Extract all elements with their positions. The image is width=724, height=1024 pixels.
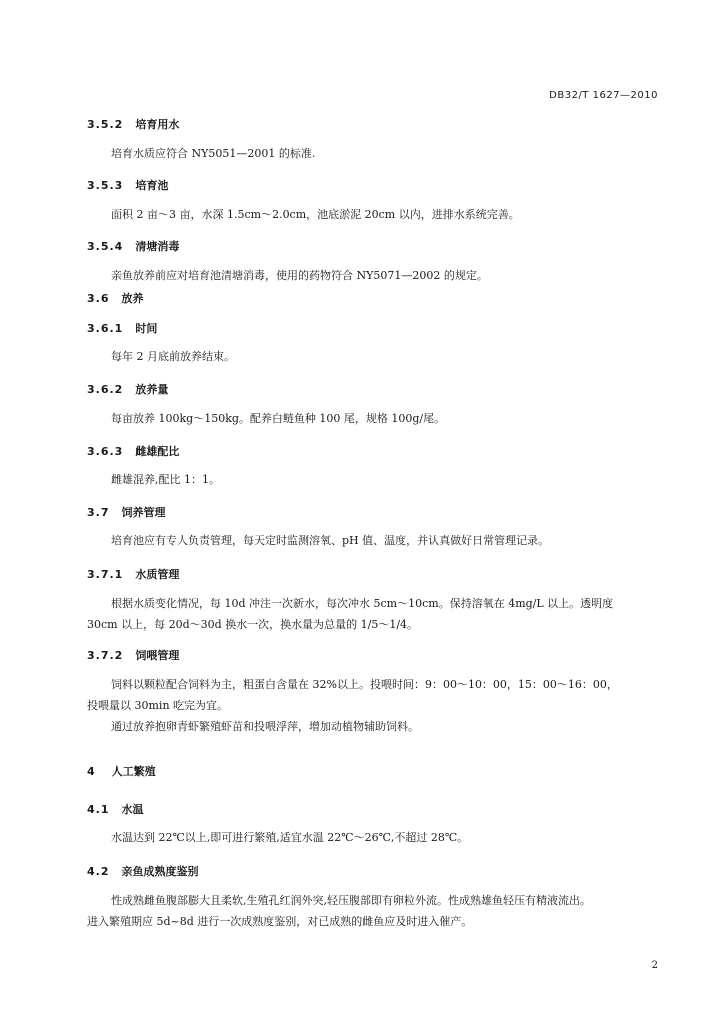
- section-heading-3-7-2: [87, 647, 179, 663]
- section-number: 3.6.1: [87, 322, 124, 335]
- section-heading-4-1: [87, 801, 144, 817]
- paragraph: 水温达到 22℃以上,即可进行繁殖,适宜水温 22℃～26℃,不超过 28℃。: [111, 831, 469, 844]
- section-number: 3.6.2: [87, 383, 124, 396]
- section-heading-3-7: [87, 504, 166, 520]
- section-title: 饲养管理: [121, 506, 166, 519]
- paragraph: 亲鱼放养前应对培育池清塘消毒，使用的药物符合 NY5071—2002 的规定。: [111, 269, 488, 282]
- section-title: 培育用水: [135, 118, 180, 131]
- section-title: 饲喂管理: [135, 649, 180, 662]
- paragraph-line: 饲料以颗粒配合饲料为主，粗蛋白含量在 32%以上。投喂时间：9：00～10：00，15：00～16：00，: [111, 678, 618, 691]
- section-number: 4.1: [87, 803, 110, 816]
- section-title: 水质管理: [135, 568, 180, 581]
- section-number: 4: [87, 765, 96, 778]
- paragraph-line: 投喂量以 30min 吃完为宜。: [87, 699, 229, 712]
- section-title: 时间: [135, 322, 158, 335]
- section-title: 放养量: [135, 383, 169, 396]
- section-heading-3-6: [87, 290, 144, 306]
- paragraph: 雌雄混养,配比 1：1。: [111, 473, 220, 486]
- paragraph-line: 30cm 以上，每 20d～30d 换水一次，换水量为总量的 1/5～1/4。: [87, 618, 419, 631]
- paragraph: 每年 2 月底前放养结束。: [111, 350, 235, 363]
- section-title: 放养: [121, 292, 144, 305]
- paragraph-line: 进入繁殖期应 5d~8d 进行一次成熟度鉴别，对已成熟的雌鱼应及时进入催产。: [87, 915, 473, 928]
- paragraph-line: 性成熟雌鱼腹部膨大且柔软,生殖孔红润外突,轻压腹部即有卵粒外流。性成熟雄鱼轻压有精液流出。: [111, 894, 591, 907]
- section-title: 清塘消毒: [135, 240, 180, 253]
- section-title: 雌雄配比: [135, 445, 180, 458]
- section-number: 3.6.3: [87, 445, 124, 458]
- section-number: 3.6: [87, 292, 110, 305]
- section-number: 4.2: [87, 865, 110, 878]
- page-number: 2: [651, 960, 658, 971]
- section-heading-4: [87, 763, 156, 779]
- section-heading-3-7-1: [87, 566, 179, 582]
- section-heading-3-5-2: [87, 116, 179, 132]
- section-heading-3-6-1: [87, 320, 157, 336]
- document-code: DB32/T 1627—2010: [549, 90, 658, 101]
- section-heading-4-2: [87, 863, 199, 879]
- section-number: 3.5.4: [87, 240, 124, 253]
- section-heading-3-6-2: [87, 381, 168, 397]
- paragraph: 每亩放养 100kg～150kg。配养白鲢鱼种 100 尾，规格 100g/尾。: [111, 412, 446, 425]
- section-number: 3.7: [87, 506, 110, 519]
- paragraph-line: 根据水质变化情况，每 10d 冲注一次新水，每次冲水 5cm～10cm。保持溶氧在 4mg/L 以上。透明度: [111, 597, 614, 610]
- paragraph: 通过放养抱卵青虾繁殖虾苗和投喂浮萍，增加动植物辅助饲料。: [111, 720, 419, 733]
- section-number: 3.5.3: [87, 179, 124, 192]
- section-title: 亲鱼成熟度鉴别: [121, 865, 199, 878]
- section-heading-3-5-4: [87, 238, 179, 254]
- paragraph: 面积 2 亩～3 亩，水深 1.5cm～2.0cm，池底淤泥 20cm 以内，进排水系统完善。: [111, 208, 520, 221]
- paragraph: 培育水质应符合 NY5051—2001 的标准.: [111, 147, 316, 160]
- section-number: 3.7.1: [87, 568, 124, 581]
- section-number: 3.7.2: [87, 649, 124, 662]
- paragraph: 培育池应有专人负责管理，每天定时监测溶氧、pH 值、温度，并认真做好日常管理记录。: [111, 534, 550, 547]
- section-heading-3-5-3: [87, 177, 168, 193]
- section-title: 培育池: [135, 179, 169, 192]
- section-number: 3.5.2: [87, 118, 124, 131]
- section-heading-3-6-3: [87, 443, 179, 459]
- section-title: 水温: [121, 803, 144, 816]
- section-title: 人工繁殖: [111, 765, 156, 778]
